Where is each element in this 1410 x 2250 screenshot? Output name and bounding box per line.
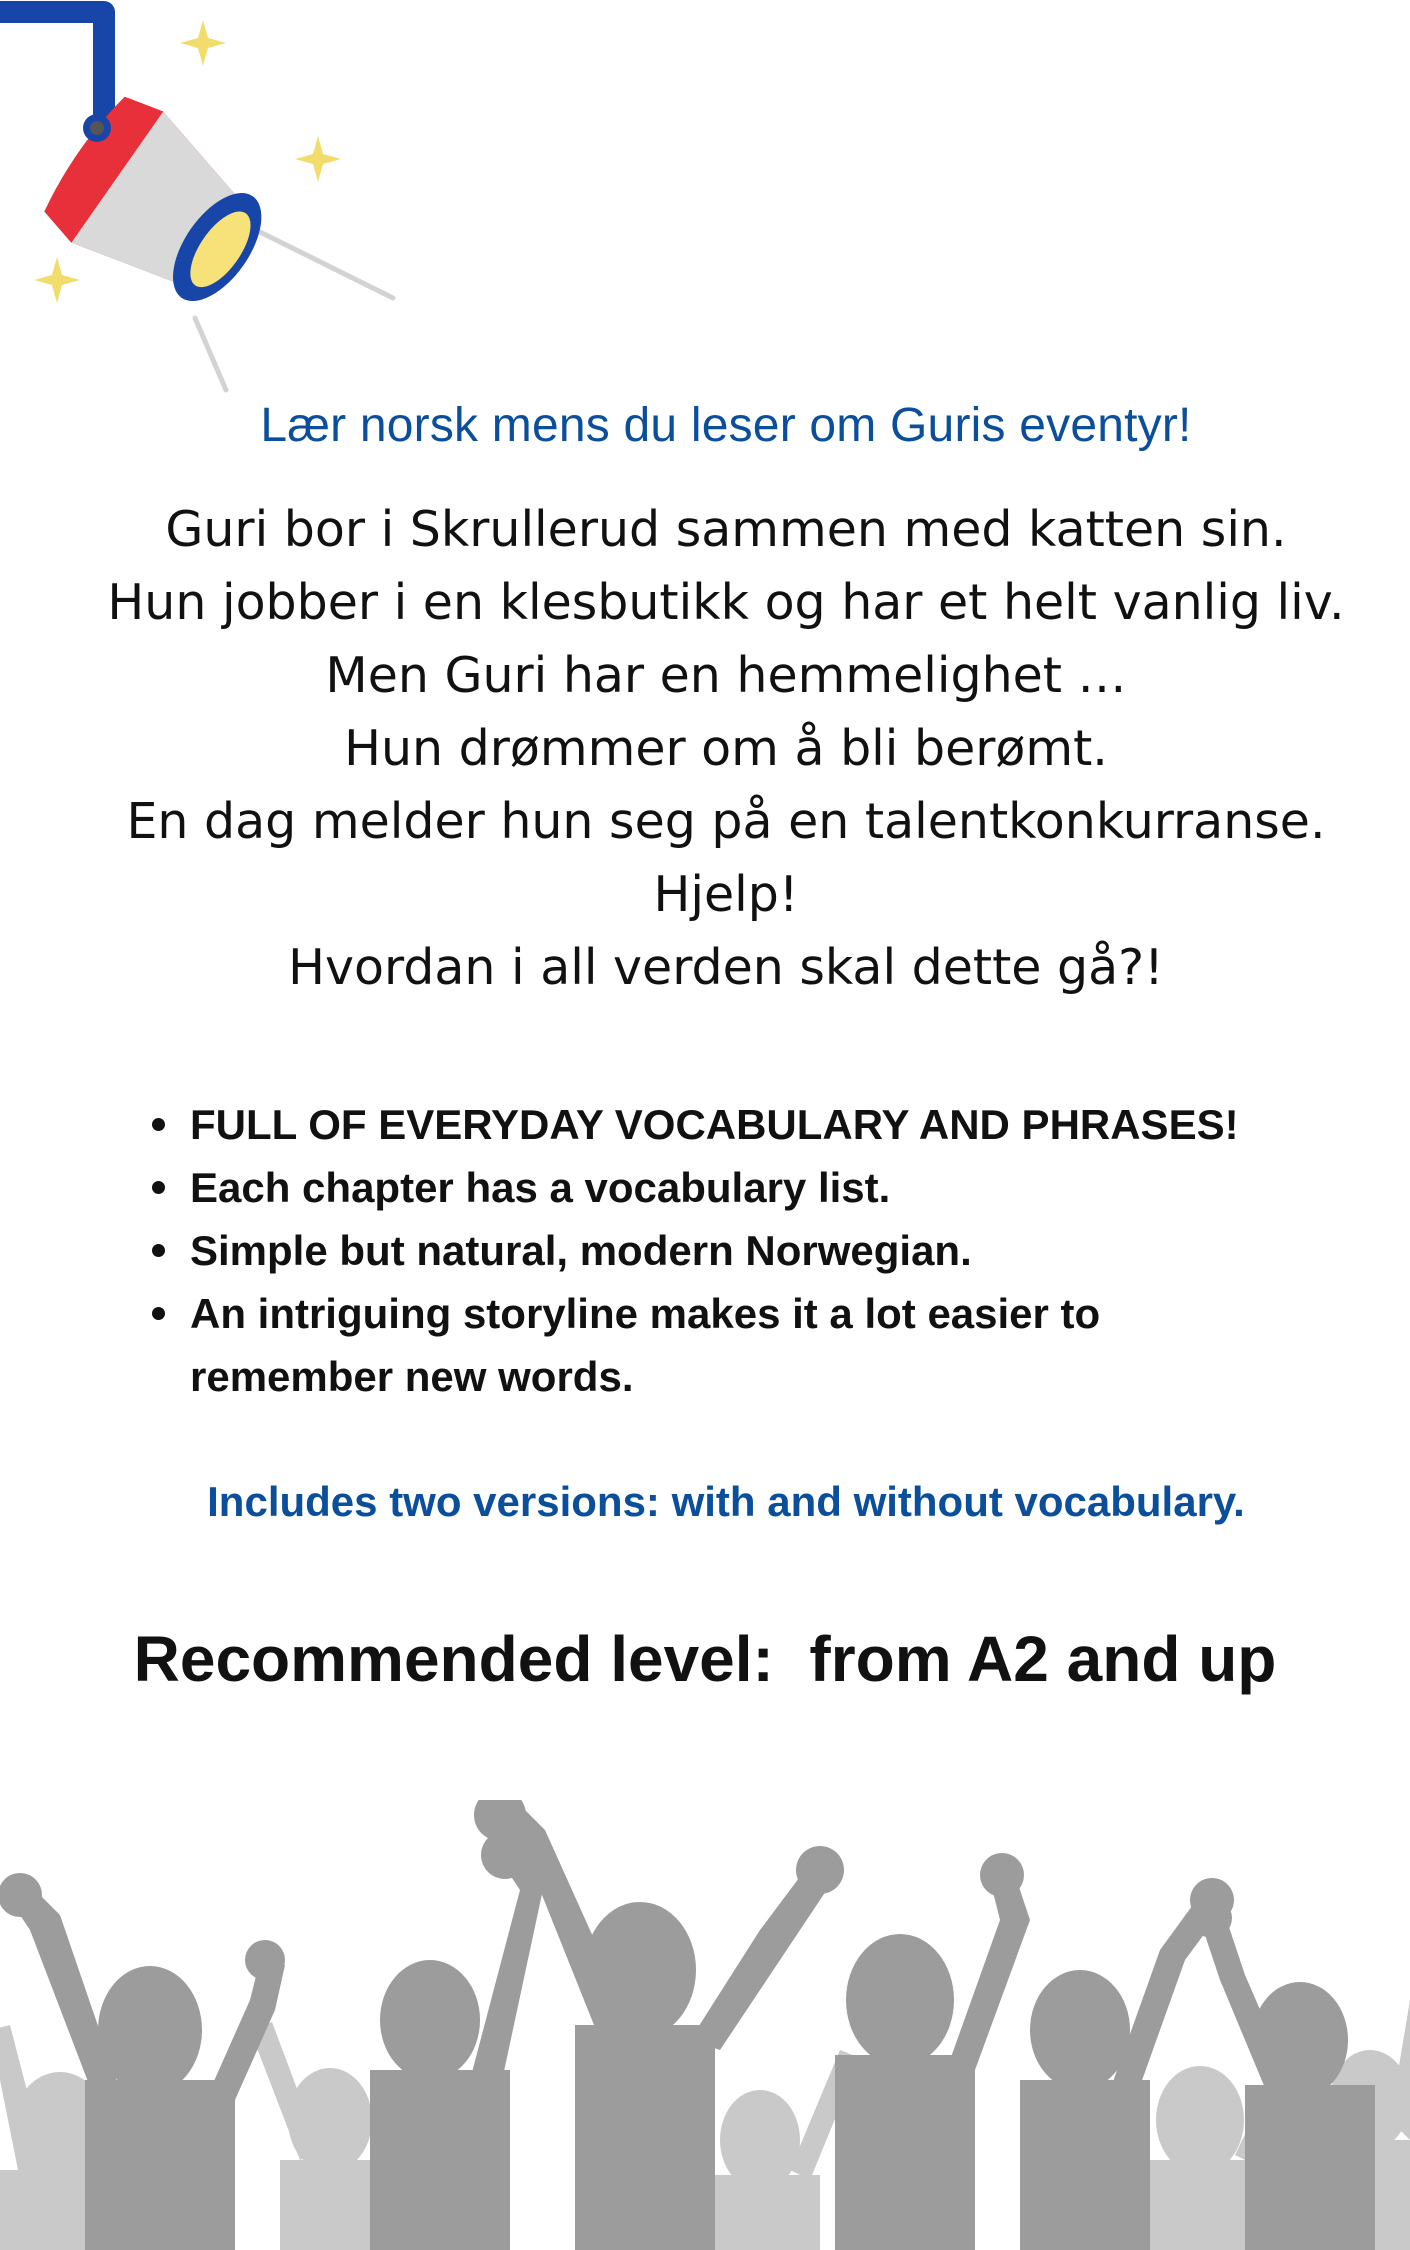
feature-text: Each chapter has a vocabulary list. (190, 1164, 891, 1211)
book-headline: Lær norsk mens du leser om Guris eventyr! (260, 399, 1192, 452)
bullet-icon (152, 1307, 165, 1320)
story-line: Hvordan i all verden skal dette gå?! (288, 939, 1164, 996)
bullet-icon (152, 1118, 165, 1131)
story-blurb (0, 493, 1410, 1004)
story-line: Hun drømmer om å bli berømt. (344, 720, 1108, 777)
versions-note: Includes two versions: with and without vocabulary. (207, 1478, 1245, 1525)
story-line: Hun jobber i en klesbutikk og har et helt vanlig liv. (107, 574, 1345, 631)
feature-text: FULL OF EVERYDAY VOCABULARY AND PHRASES! (190, 1101, 1239, 1148)
sparkle-icon (295, 136, 341, 182)
bullet-icon (152, 1244, 165, 1257)
feature-item (152, 1093, 1312, 1156)
story-line: Men Guri har en hemmelighet … (325, 647, 1127, 704)
sparkle-icon (180, 20, 226, 66)
sparkle-icon (34, 257, 80, 303)
feature-item (152, 1156, 1312, 1219)
recommended-level: Recommended level: from A2 and up (133, 1623, 1277, 1695)
story-line: En dag melder hun seg på en talentkonkurranse. (126, 793, 1326, 850)
feature-list (152, 1093, 1312, 1408)
stage-spotlight-icon (0, 0, 420, 420)
story-line: Hjelp! (653, 866, 799, 923)
feature-item (152, 1282, 1312, 1408)
story-line: Guri bor i Skrullerud sammen med katten sin. (165, 501, 1287, 558)
cheering-crowd-silhouette (0, 1800, 1410, 2250)
bullet-icon (152, 1181, 165, 1194)
feature-item (152, 1219, 1312, 1282)
feature-text: An intriguing storyline makes it a lot easier to remember new words. (190, 1290, 1101, 1400)
feature-text: Simple but natural, modern Norwegian. (190, 1227, 972, 1274)
